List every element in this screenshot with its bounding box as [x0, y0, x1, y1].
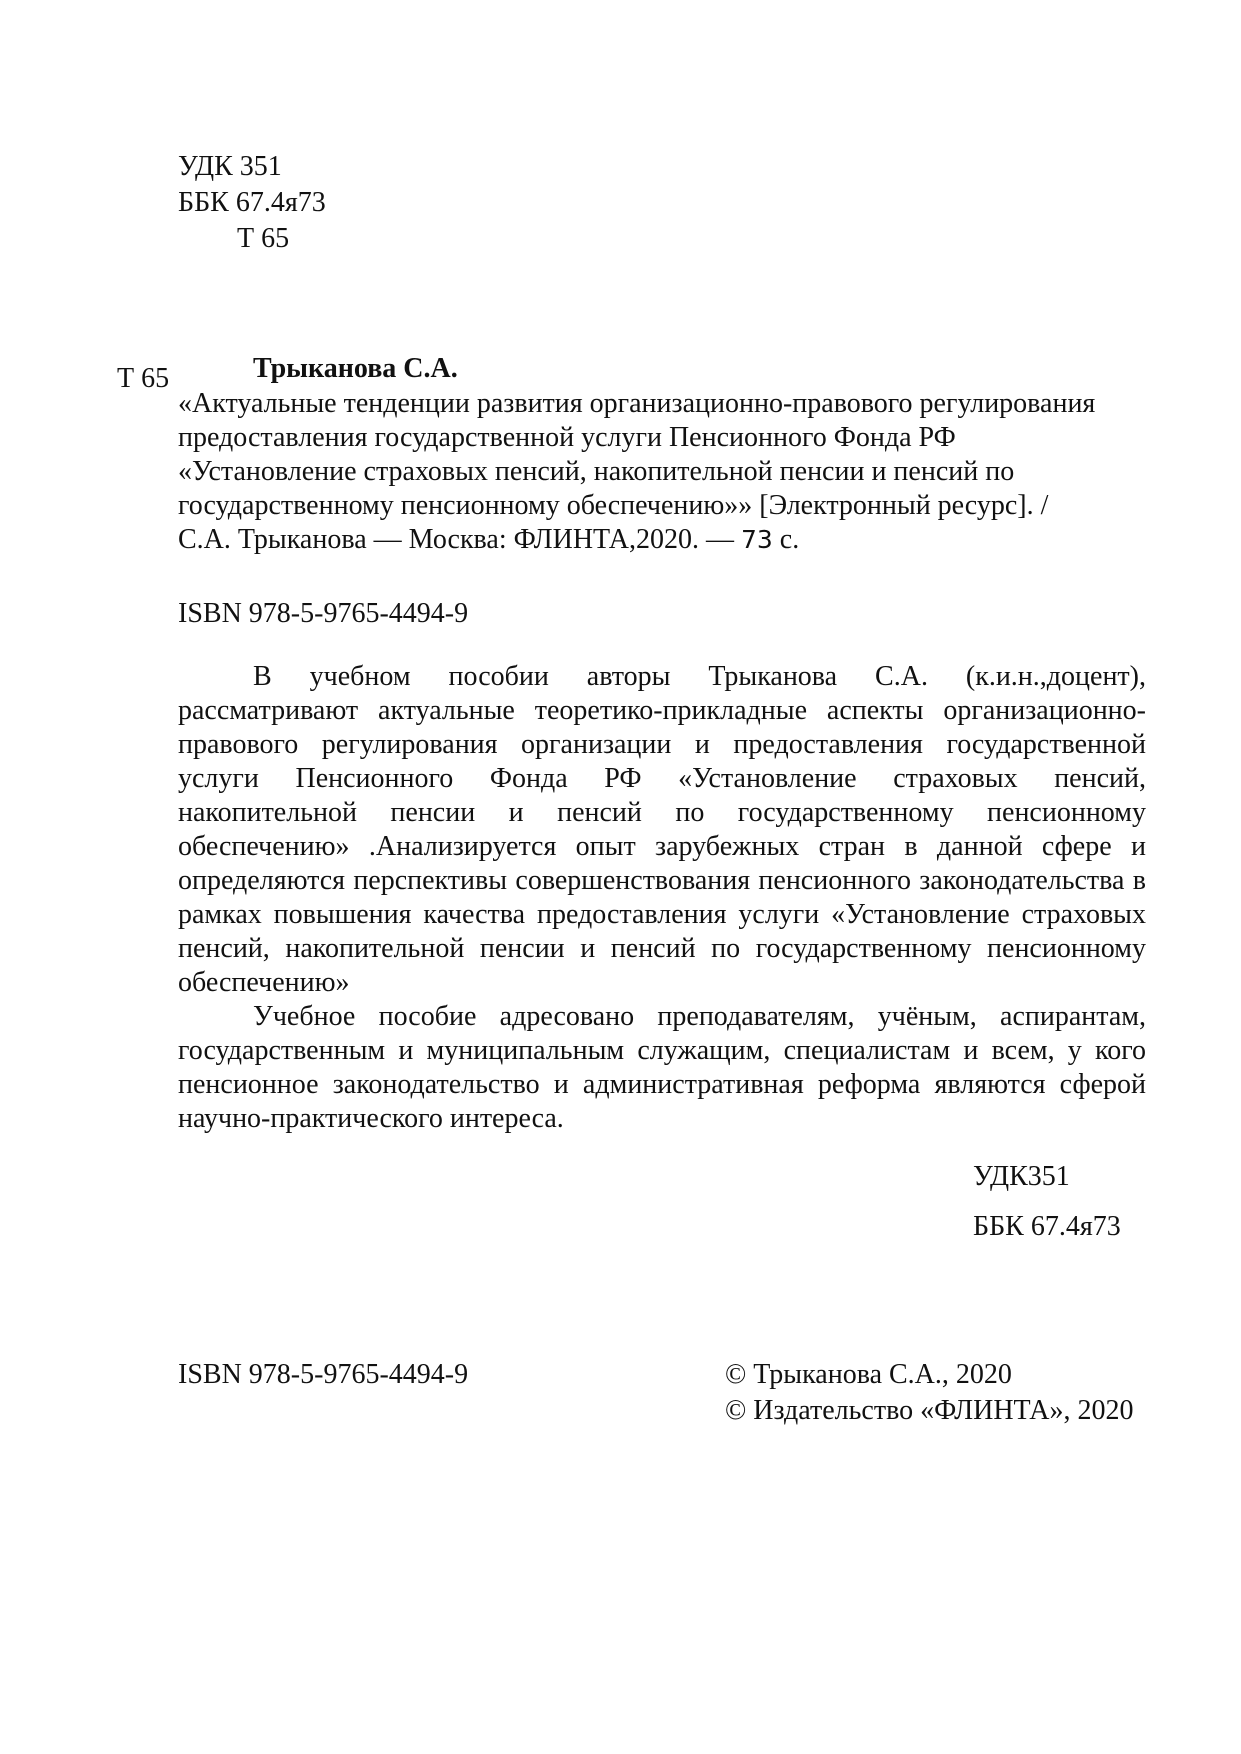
udk-code: УДК 351	[178, 151, 282, 182]
author-sign-code-left: Т 65	[117, 363, 170, 394]
isbn-bottom: ISBN 978-5-9765-4494-9	[178, 1359, 469, 1390]
bbk-code: ББК 67.4я73	[178, 187, 326, 218]
page-count-unit: с.	[772, 524, 800, 555]
biblio-line: «Актуальные тенденции развития организационно-правового регулирования	[178, 388, 1096, 419]
abstract	[178, 660, 1146, 1136]
footer-bbk-code: ББК 67.4я73	[973, 1211, 1121, 1242]
biblio-line: государственному пенсионному обеспечению»» [Электронный ресурс]. /	[178, 490, 1049, 521]
copyright-publisher: © Издательство «ФЛИНТА», 2020	[725, 1395, 1134, 1426]
biblio-line	[178, 523, 1158, 557]
page-count: 73	[740, 525, 773, 554]
author-sign-code: Т 65	[237, 223, 290, 254]
abstract-paragraph: Учебное пособие адресовано преподавателям, учёным, аспирантам, государственным и муниципальным служащим, специалистам и всем, у кого пенсионное законодательство и административная реформа являются сферой научно-практического интереса.	[178, 1001, 1146, 1134]
biblio-line: «Установление страховых пенсий, накопительной пенсии и пенсий по	[178, 456, 1015, 487]
bibliographic-description	[178, 387, 1158, 557]
copyright-author: © Трыканова С.А., 2020	[725, 1359, 1012, 1390]
biblio-line: предоставления государственной услуги Пенсионного Фонда РФ	[178, 422, 956, 453]
isbn-top: ISBN 978-5-9765-4494-9	[178, 598, 469, 629]
abstract-paragraph: В учебном пособии авторы Трыканова С.А. (к.и.н.,доцент), рассматривают актуальные теоретико-прикладные аспекты организационно-правового регулирования организации и предоставления государственной услуги Пенсионного Фонда РФ «Установление страховых пенсий, накопительной пенсии и пенсий по государственному пенсионному обеспечению» .Анализируется опыт зарубежных стран в данной сфере и определяются перспективы совершенствования пенсионного законодательства в рамках повышения качества предоставления услуги «Установление страховых пенсий, накопительной пенсии и пенсий по государственному пенсионному обеспечению»	[178, 661, 1146, 998]
biblio-imprint: С.А. Трыканова — Москва: ФЛИНТА,2020. —	[178, 524, 741, 555]
author-name: Трыканова С.А.	[253, 353, 458, 384]
footer-udk-code: УДК351	[973, 1161, 1070, 1192]
